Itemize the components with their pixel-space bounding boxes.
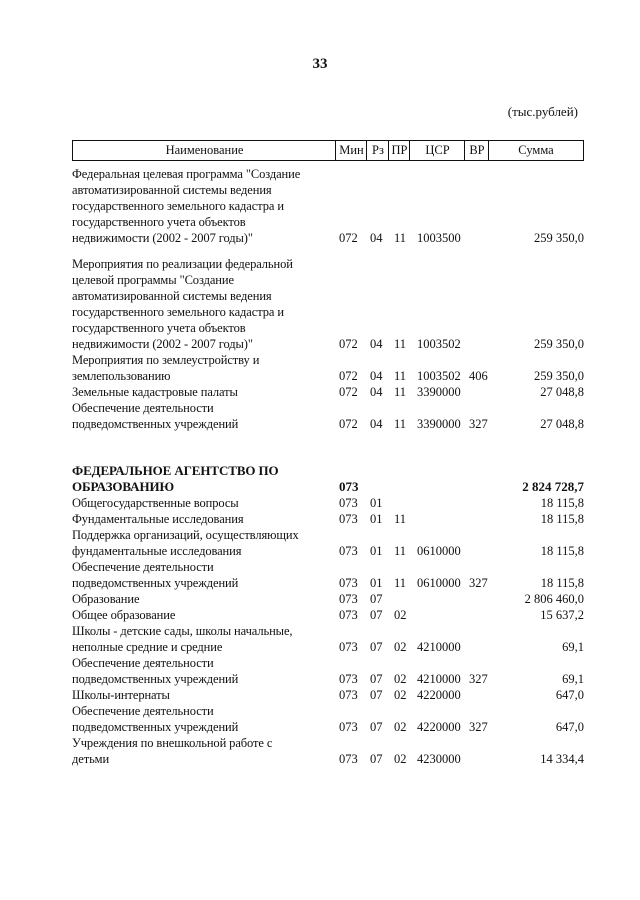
cell-rz: 04 bbox=[370, 369, 383, 383]
units-label: (тыс.рублей) bbox=[507, 104, 578, 119]
cell-csr: 4220000 bbox=[417, 720, 461, 734]
cell-sum: 15 637,2 bbox=[540, 608, 584, 622]
cell-sum: 647,0 bbox=[555, 720, 584, 734]
cell-min: 073 bbox=[339, 496, 358, 510]
header-name: Наименование bbox=[72, 141, 336, 160]
table-row bbox=[72, 463, 584, 495]
cell-rz: 01 bbox=[370, 512, 383, 526]
cell-csr: 4210000 bbox=[417, 672, 461, 686]
row-name: Школы - детские сады, школы начальные, неполные средние и средние bbox=[72, 624, 293, 654]
table-row bbox=[72, 527, 584, 559]
row-name: Общегосударственные вопросы bbox=[72, 496, 239, 510]
cell-csr: 4210000 bbox=[417, 640, 461, 654]
table-row bbox=[72, 166, 584, 246]
table-row bbox=[72, 384, 584, 400]
table-row bbox=[72, 623, 584, 655]
cell-csr: 0610000 bbox=[417, 576, 461, 590]
cell-pr: 02 bbox=[394, 608, 407, 622]
row-name: Обеспечение деятельности подведомственных учреждений bbox=[72, 560, 239, 590]
row-name: Федеральная целевая программа "Создание автоматизированной системы ведения государственного земельного кадастра и государственного учета объектов недвижимости (2002 - 2007 годы)" bbox=[72, 167, 301, 245]
row-name: Поддержка организаций, осуществляющих фундаментальные исследования bbox=[72, 528, 299, 558]
row-name: Образование bbox=[72, 592, 140, 606]
cell-min: 073 bbox=[339, 640, 358, 654]
cell-pr: 11 bbox=[394, 512, 407, 526]
table-row bbox=[72, 400, 584, 432]
cell-min: 073 bbox=[339, 479, 359, 494]
cell-pr: 02 bbox=[394, 672, 407, 686]
table-row bbox=[72, 591, 584, 607]
table-row bbox=[72, 495, 584, 511]
cell-csr: 4230000 bbox=[417, 752, 461, 766]
cell-vr: 406 bbox=[469, 369, 488, 383]
cell-pr: 02 bbox=[394, 720, 407, 734]
cell-rz: 04 bbox=[370, 337, 383, 351]
cell-rz: 04 bbox=[370, 385, 383, 399]
table-row bbox=[72, 735, 584, 767]
cell-sum: 69,1 bbox=[562, 672, 584, 686]
cell-vr: 327 bbox=[469, 576, 488, 590]
cell-sum: 647,0 bbox=[555, 688, 584, 702]
cell-min: 073 bbox=[339, 608, 358, 622]
table-body bbox=[72, 166, 584, 767]
cell-sum: 14 334,4 bbox=[540, 752, 584, 766]
cell-sum: 69,1 bbox=[562, 640, 584, 654]
cell-min: 073 bbox=[339, 512, 358, 526]
table-row bbox=[72, 607, 584, 623]
cell-csr: 3390000 bbox=[417, 385, 461, 399]
table-row bbox=[72, 559, 584, 591]
table-row bbox=[72, 352, 584, 384]
cell-sum: 259 350,0 bbox=[534, 231, 584, 245]
cell-sum: 27 048,8 bbox=[540, 385, 584, 399]
row-name: Мероприятия по землеустройству и землепользованию bbox=[72, 353, 260, 383]
cell-pr: 11 bbox=[394, 417, 407, 431]
cell-min: 073 bbox=[339, 720, 358, 734]
row-name: Фундаментальные исследования bbox=[72, 512, 244, 526]
cell-rz: 07 bbox=[370, 640, 383, 654]
row-name: Школы-интернаты bbox=[72, 688, 170, 702]
cell-sum: 259 350,0 bbox=[534, 337, 584, 351]
header-csr: ЦСР bbox=[409, 141, 465, 160]
cell-pr: 11 bbox=[394, 231, 407, 245]
cell-vr: 327 bbox=[469, 720, 488, 734]
cell-csr: 4220000 bbox=[417, 688, 461, 702]
cell-min: 073 bbox=[339, 592, 358, 606]
cell-pr: 11 bbox=[394, 385, 407, 399]
cell-pr: 02 bbox=[394, 752, 407, 766]
row-name: Земельные кадастровые палаты bbox=[72, 385, 238, 399]
cell-csr: 1003502 bbox=[417, 337, 461, 351]
row-name: Обеспечение деятельности подведомственных учреждений bbox=[72, 656, 239, 686]
table-header bbox=[72, 140, 584, 161]
cell-pr: 02 bbox=[394, 688, 407, 702]
cell-rz: 01 bbox=[370, 544, 383, 558]
cell-sum: 2 806 460,0 bbox=[524, 592, 584, 606]
cell-sum: 2 824 728,7 bbox=[522, 479, 584, 494]
cell-rz: 01 bbox=[370, 496, 383, 510]
cell-sum: 18 115,8 bbox=[540, 576, 584, 590]
cell-csr: 1003502 bbox=[417, 369, 461, 383]
cell-pr: 11 bbox=[394, 544, 407, 558]
table-row bbox=[72, 655, 584, 687]
cell-csr: 3390000 bbox=[417, 417, 461, 431]
cell-csr: 1003500 bbox=[417, 231, 461, 245]
cell-min: 072 bbox=[339, 231, 358, 245]
cell-min: 073 bbox=[339, 688, 358, 702]
table-row bbox=[72, 703, 584, 735]
row-name: Общее образование bbox=[72, 608, 176, 622]
row-name: Мероприятия по реализации федеральной целевой программы "Создание автоматизированной системы ведения государственного земельного кадастра и государственного учета объектов недвижимости (2002 - 2007 годы)" bbox=[72, 257, 293, 351]
cell-pr: 11 bbox=[394, 369, 407, 383]
page-number: 33 bbox=[312, 56, 328, 72]
cell-min: 072 bbox=[339, 369, 358, 383]
cell-min: 073 bbox=[339, 672, 358, 686]
cell-rz: 01 bbox=[370, 576, 383, 590]
cell-pr: 11 bbox=[394, 337, 407, 351]
cell-rz: 04 bbox=[370, 417, 383, 431]
cell-pr: 11 bbox=[394, 576, 407, 590]
cell-min: 073 bbox=[339, 576, 358, 590]
header-vr: ВР bbox=[464, 141, 489, 160]
table-row bbox=[72, 687, 584, 703]
header-rz: Рз bbox=[366, 141, 389, 160]
cell-rz: 07 bbox=[370, 592, 383, 606]
table-row bbox=[72, 256, 584, 352]
cell-min: 072 bbox=[339, 385, 358, 399]
cell-csr: 0610000 bbox=[417, 544, 461, 558]
row-name: Обеспечение деятельности подведомственных учреждений bbox=[72, 401, 239, 431]
cell-rz: 07 bbox=[370, 752, 383, 766]
header-pr: ПР bbox=[388, 141, 410, 160]
header-sum: Сумма bbox=[488, 141, 584, 160]
cell-pr: 02 bbox=[394, 640, 407, 654]
cell-min: 072 bbox=[339, 417, 358, 431]
row-name: Обеспечение деятельности подведомственных учреждений bbox=[72, 704, 239, 734]
cell-rz: 07 bbox=[370, 672, 383, 686]
cell-sum: 27 048,8 bbox=[540, 417, 584, 431]
row-name: ФЕДЕРАЛЬНОЕ АГЕНТСТВО ПО ОБРАЗОВАНИЮ bbox=[72, 463, 279, 494]
header-min: Мин bbox=[335, 141, 367, 160]
cell-vr: 327 bbox=[469, 417, 488, 431]
cell-rz: 07 bbox=[370, 688, 383, 702]
cell-min: 073 bbox=[339, 752, 358, 766]
row-name: Учреждения по внешкольной работе с детьми bbox=[72, 736, 273, 766]
cell-min: 073 bbox=[339, 544, 358, 558]
cell-vr: 327 bbox=[469, 672, 488, 686]
cell-sum: 18 115,8 bbox=[540, 496, 584, 510]
cell-sum: 18 115,8 bbox=[540, 544, 584, 558]
cell-sum: 18 115,8 bbox=[540, 512, 584, 526]
table-row bbox=[72, 511, 584, 527]
cell-rz: 04 bbox=[370, 231, 383, 245]
cell-rz: 07 bbox=[370, 608, 383, 622]
cell-sum: 259 350,0 bbox=[534, 369, 584, 383]
cell-min: 072 bbox=[339, 337, 358, 351]
cell-rz: 07 bbox=[370, 720, 383, 734]
